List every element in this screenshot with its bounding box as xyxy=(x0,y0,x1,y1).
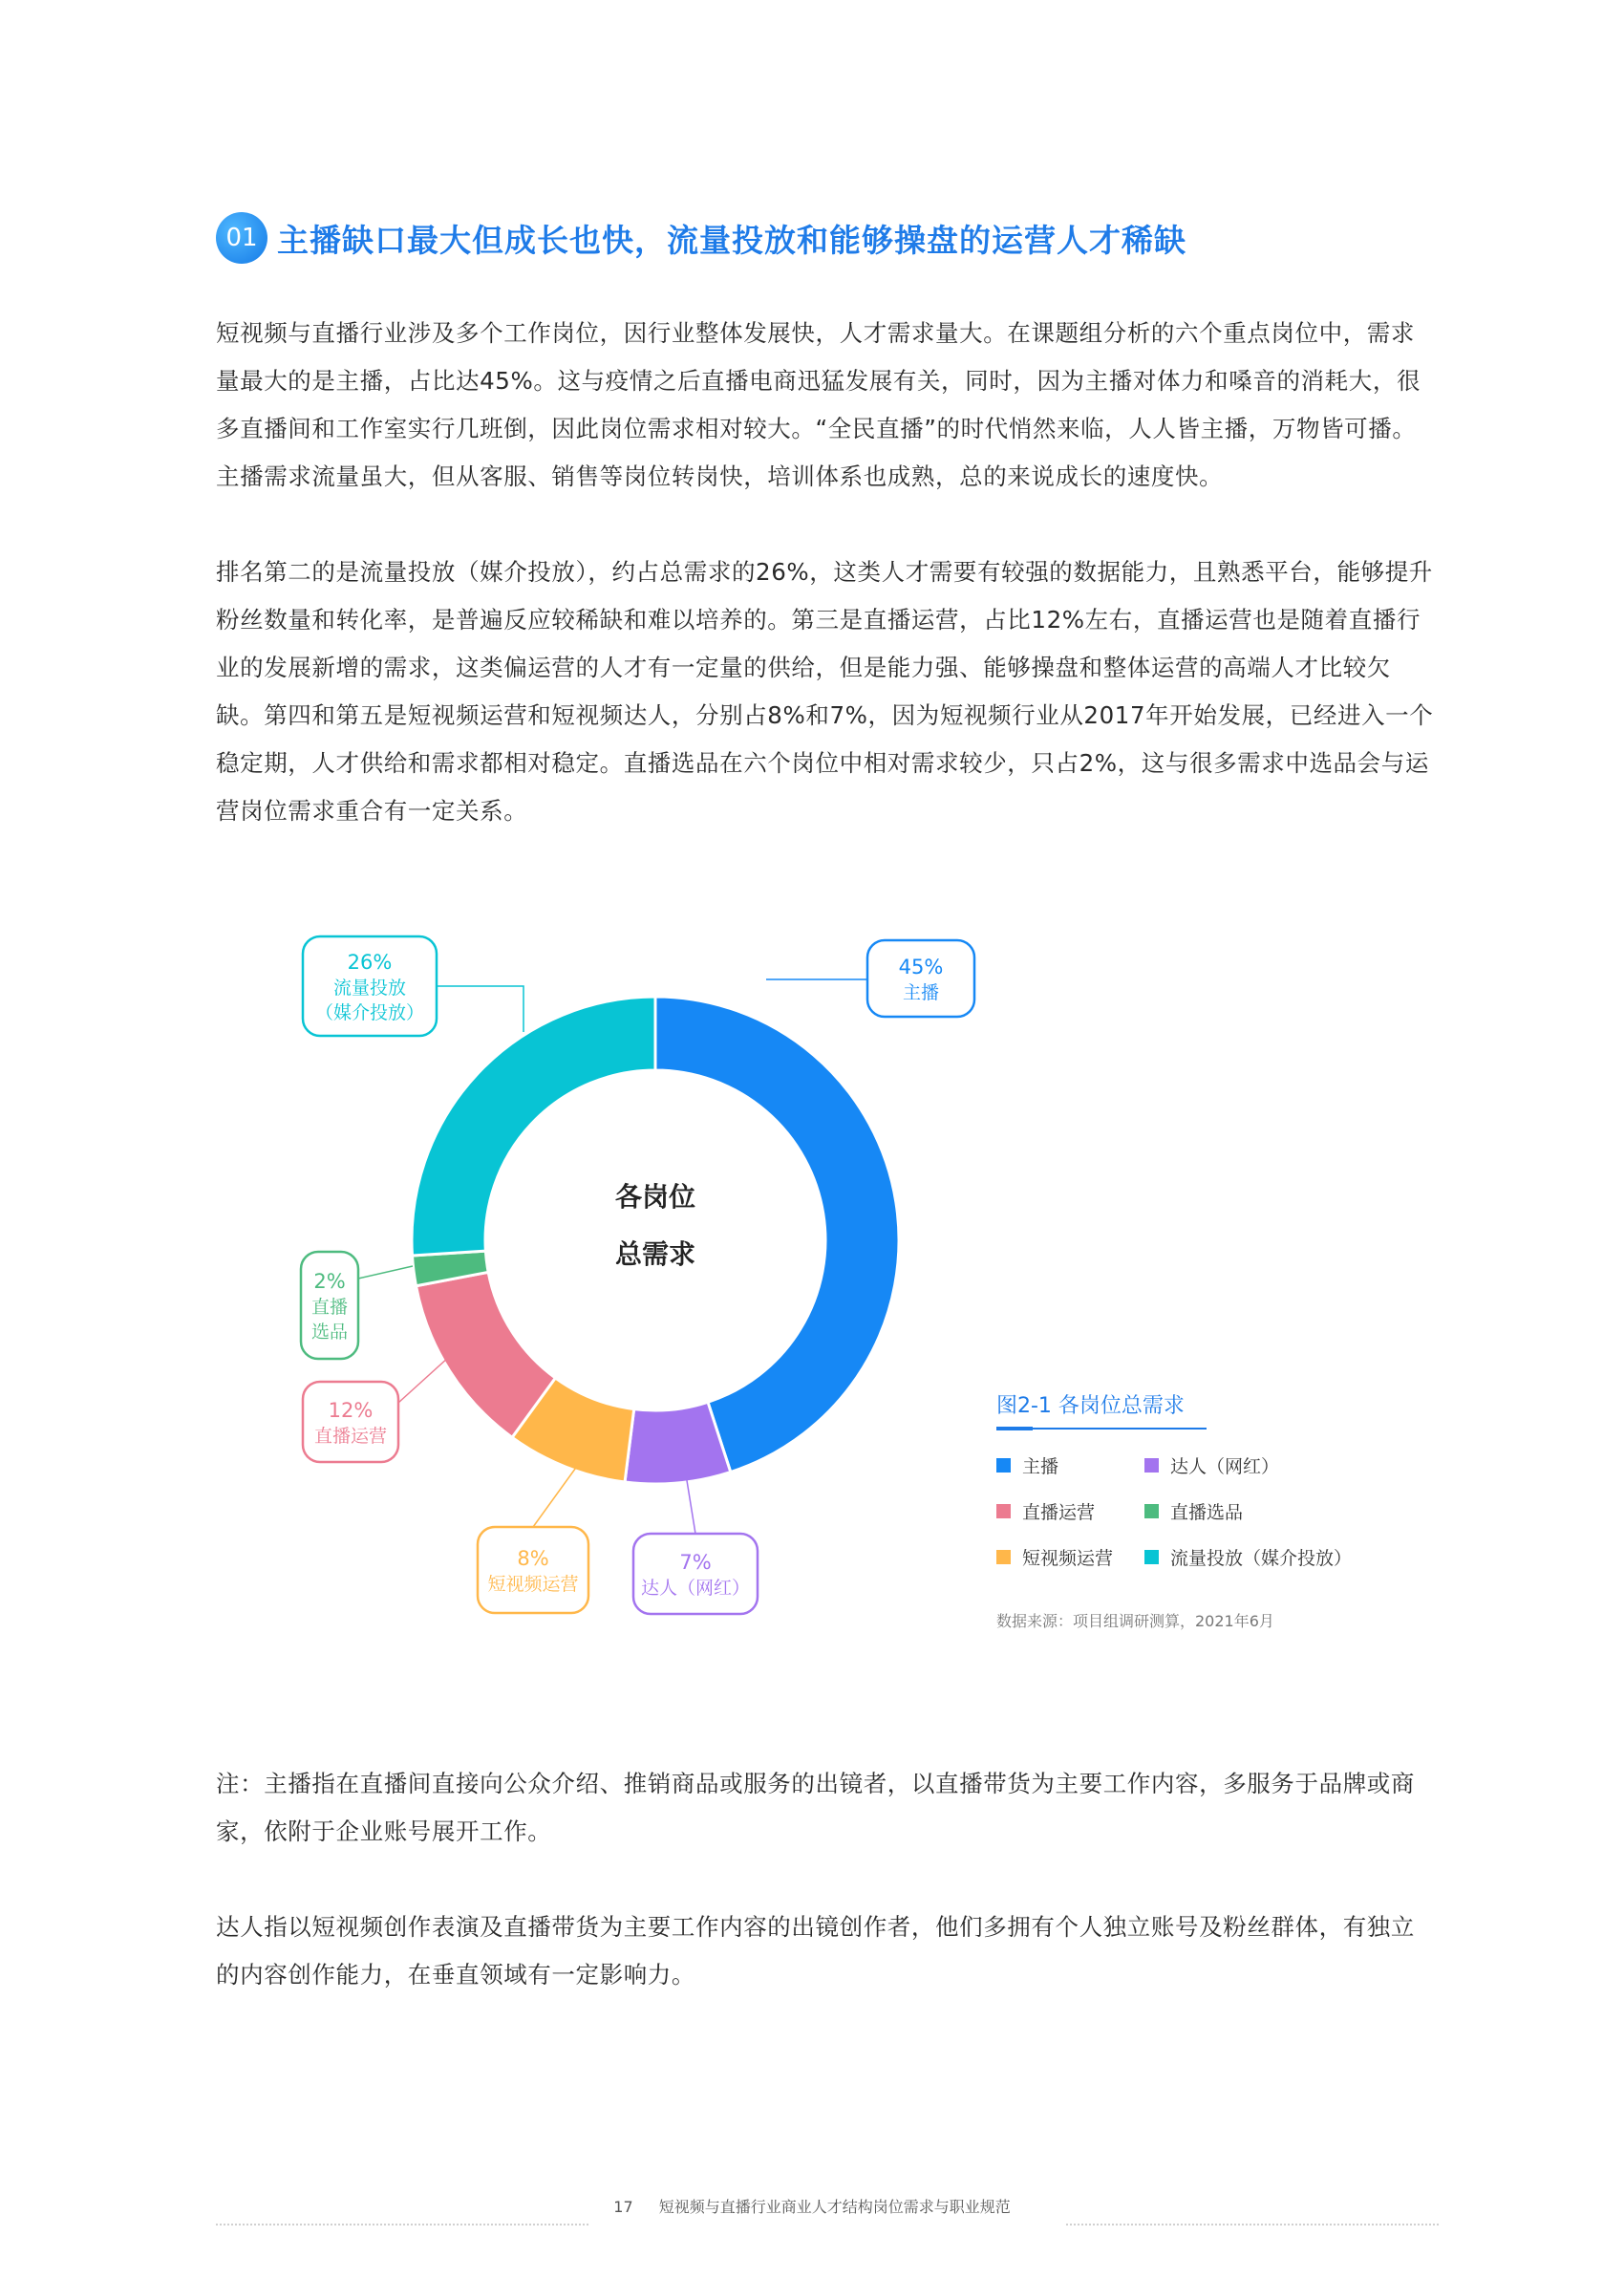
legend-item xyxy=(1144,1452,1364,1477)
paragraph-2: 排名第二的是流量投放（媒介投放），约占总需求的26%，这类人才需要有较强的数据能力，且熟悉平台，能够提升粉丝数量和转化率，是普遍反应较稀缺和难以培养的。第三是直播运营，占比12%左右，直播运营也是随着直播行业的发展新增的需求，这类偏运营的人才有一定量的供给，但是能力强、能够操盘和整体运营的高端人才比较欠缺。第四和第五是短视频运营和短视频达人，分别占8%和7%，因为短视频行业从2017年开始发展，已经进入一个稳定期，人才供给和需求都相对稳定。直播选品在六个岗位中相对需求较少，只占2%，这与很多需求中选品会与运营岗位需求重合有一定关系。 xyxy=(216,558,1434,825)
slice-name-label: 直播运营 xyxy=(313,1426,388,1447)
footer-rule-right xyxy=(1066,2224,1439,2225)
section-number-badge: 01 xyxy=(216,212,267,264)
data-source-note: 数据来源：项目组调研测算，2021年6月 xyxy=(996,1612,1274,1630)
callout-box xyxy=(633,1534,758,1614)
slice-name-label: 短视频运营 xyxy=(487,1574,579,1595)
legend-item xyxy=(1144,1544,1364,1569)
legend-item xyxy=(996,1452,1144,1477)
legend-swatch xyxy=(1144,1504,1159,1518)
section-title: 主播缺口最大但成长也快，流量投放和能够操盘的运营人才稀缺 xyxy=(277,221,1186,259)
page-number: 17 xyxy=(613,2198,633,2216)
slice-name-label: 达人（网红） xyxy=(640,1578,751,1599)
callout-leader-line xyxy=(398,1357,449,1403)
callout-box xyxy=(867,940,974,1017)
slice-value-label: 26% xyxy=(347,951,393,974)
donut-center-label: 各岗位 xyxy=(614,1181,696,1213)
callout-box xyxy=(303,1382,398,1462)
callout-leader-line xyxy=(358,1266,413,1279)
legend-swatch xyxy=(996,1458,1011,1473)
legend-item xyxy=(996,1544,1144,1569)
callout-leader-line xyxy=(533,1465,578,1527)
slice-name-label: 选品 xyxy=(310,1322,349,1343)
donut-slice xyxy=(655,997,899,1473)
legend-label: 主播 xyxy=(1022,1455,1059,1477)
legend-item xyxy=(1144,1498,1364,1523)
legend-item xyxy=(996,1498,1144,1523)
section-heading xyxy=(216,212,1186,264)
demand-donut-chart xyxy=(0,898,1624,1644)
footer-title: 短视频与直播行业商业人才结构岗位需求与职业规范 xyxy=(658,2198,1011,2216)
slice-value-label: 8% xyxy=(517,1547,549,1570)
callout-box xyxy=(478,1527,588,1613)
slice-name-label: 主播 xyxy=(902,982,940,1003)
legend-swatch xyxy=(1144,1550,1159,1564)
legend-label: 直播运营 xyxy=(1022,1501,1096,1523)
legend-label: 流量投放（媒介投放） xyxy=(1170,1547,1353,1569)
slice-name-label: 流量投放 xyxy=(332,978,407,999)
legend-label: 直播选品 xyxy=(1170,1501,1244,1523)
chart-legend xyxy=(996,1452,1364,1569)
note-influencer: 达人指以短视频创作表演及直播带货为主要工作内容的出镜创作者，他们多拥有个人独立账号及粉丝群体，有独立的内容创作能力，在垂直领域有一定影响力。 xyxy=(216,1913,1415,1989)
legend-swatch xyxy=(996,1504,1011,1518)
slice-value-label: 12% xyxy=(328,1399,374,1422)
legend-label: 短视频运营 xyxy=(1022,1547,1114,1569)
slice-value-label: 2% xyxy=(313,1270,346,1293)
footer-rule-left xyxy=(216,2224,588,2225)
figure-title: 图2-1 各岗位总需求 xyxy=(996,1394,1185,1418)
legend-swatch xyxy=(996,1550,1011,1564)
slice-name-label: （媒介投放） xyxy=(314,1002,425,1023)
slice-name-label: 直播 xyxy=(310,1297,349,1318)
legend-label: 达人（网红） xyxy=(1170,1455,1280,1477)
page-footer xyxy=(0,2195,1624,2217)
legend-swatch xyxy=(1144,1458,1159,1473)
donut-center-label: 总需求 xyxy=(614,1238,696,1270)
donut-slice xyxy=(412,997,655,1256)
note-anchor: 注：主播指在直播间直接向公众介绍、推销商品或服务的出镜者，以直播带货为主要工作内容，多服务于品牌或商家，依附于企业账号展开工作。 xyxy=(216,1770,1415,1845)
slice-value-label: 7% xyxy=(679,1551,712,1574)
paragraph-1: 短视频与直播行业涉及多个工作岗位，因行业整体发展快，人才需求量大。在课题组分析的六个重点岗位中，需求量最大的是主播，占比达45%。这与疫情之后直播电商迅猛发展有关，同时，因为主播对体力和嗓音的消耗大，很多直播间和工作室实行几班倒，因此岗位需求相对较大。“全民直播”的时代悄然来临，人人皆主播，万物皆可播。主播需求流量虽大，但从客服、销售等岗位转岗快，培训体系也成熟，总的来说成长的速度快。 xyxy=(216,319,1421,490)
callout-leader-line xyxy=(437,986,524,1032)
slice-value-label: 45% xyxy=(898,956,944,978)
figure-title-underline xyxy=(996,1428,1207,1430)
